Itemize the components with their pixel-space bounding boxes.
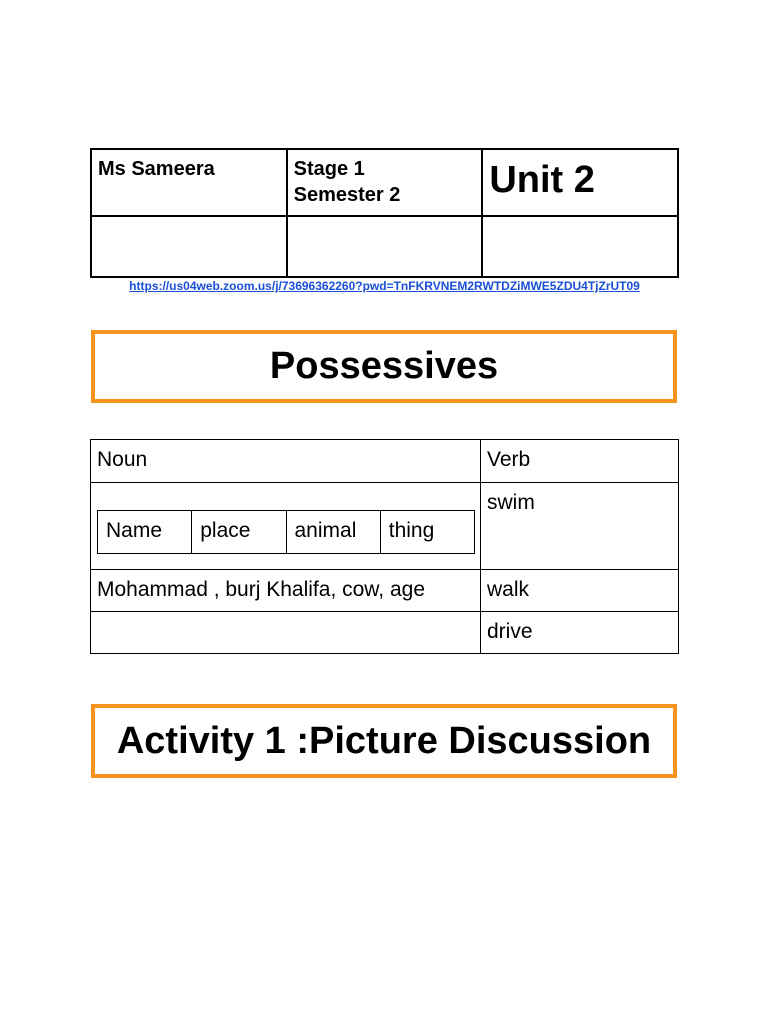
empty-cell bbox=[91, 216, 287, 277]
noun-verb-table bbox=[90, 439, 679, 654]
noun-types-table bbox=[97, 510, 475, 554]
teacher-cell bbox=[91, 149, 287, 216]
stage-cell bbox=[287, 149, 483, 216]
empty-cell bbox=[482, 216, 678, 277]
zoom-meeting-link[interactable]: https://us04web.zoom.us/j/73696362260?pwd=TnFKRVNEM2RWTDZiMWE5ZDU4TjZrUT09 bbox=[129, 279, 640, 293]
noun-header: Noun bbox=[91, 440, 481, 483]
verb-header: Verb bbox=[481, 440, 679, 483]
unit-cell bbox=[482, 149, 678, 216]
semester-label: Semester 2 bbox=[293, 184, 401, 206]
verb-swim: swim bbox=[481, 483, 679, 570]
empty-cell bbox=[287, 216, 483, 277]
empty-cell bbox=[91, 612, 481, 654]
noun-examples: Mohammad , burj Khalifa, cow, age bbox=[91, 570, 481, 612]
noun-types-cell bbox=[91, 483, 481, 570]
possessives-title-box bbox=[91, 330, 677, 403]
verb-drive: drive bbox=[481, 612, 679, 654]
unit-label: Unit 2 bbox=[489, 159, 595, 201]
teacher-name: Ms Sameera bbox=[98, 158, 215, 180]
activity-lead: Activity 1 : bbox=[116, 719, 310, 762]
stage-label: Stage 1 bbox=[293, 158, 365, 180]
header-table bbox=[90, 148, 679, 278]
verb-walk: walk bbox=[481, 570, 679, 612]
page-title: Possessives bbox=[269, 345, 499, 387]
activity-title-box bbox=[91, 704, 677, 778]
activity-name: Picture Discussion bbox=[309, 719, 652, 762]
noun-type-name: Name bbox=[98, 511, 192, 554]
noun-type-animal: animal bbox=[286, 511, 380, 554]
noun-type-thing: thing bbox=[380, 511, 474, 554]
noun-type-place: place bbox=[192, 511, 286, 554]
